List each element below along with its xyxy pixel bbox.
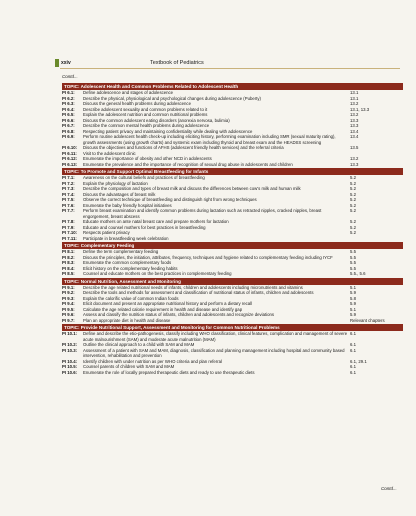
chapter-reference: 13.1, 13.3 xyxy=(350,106,370,112)
competency-description: Calculate the age related calorie requirement in health and disease and identify gap xyxy=(83,306,243,312)
chapter-reference: 5.5 xyxy=(350,254,356,260)
book-title: Textbook of Pediatrics xyxy=(150,60,204,66)
chapter-reference: 5.5., 5.6 xyxy=(350,271,366,276)
chapter-reference: 5.2 xyxy=(350,219,356,224)
chapter-reference: 5.2 xyxy=(350,224,356,230)
competency-description: Perform routine adolescent health check-up including eliciting history, performing examination including SMR (sexual maturity rating), growth assessments (using growth charts) and systemic exam including thyroid and breast exam and the HEADSS screening xyxy=(83,134,336,145)
competency-description: Assessment of a patient with SAM and MAM, diagnosis, classification and planning management including hospital and community based intervention, rehabilitation and prevention xyxy=(83,347,345,358)
competency-description: Elicit document and present an appropriate nutritional history and perform a dietary recall xyxy=(83,301,253,306)
competency-code: PI 9.7: xyxy=(62,317,75,323)
chapter-reference: 6.1 xyxy=(350,364,356,369)
chapter-reference: 6.1 xyxy=(350,347,356,353)
competency-description: Observe the correct technique of breastfeeding and distinguish right from wrong techniques xyxy=(83,197,257,202)
header-divider xyxy=(60,68,400,69)
chapter-reference: 6.1 xyxy=(350,342,356,347)
competency-code: PI 10.1: xyxy=(62,331,78,336)
competency-code: PI 9.5: xyxy=(62,306,75,312)
competency-description: Enumerate the prevalence and the importance of recognition of sexual drug abuse in adolescents and children xyxy=(83,161,293,167)
competency-description: Enumerate the importance of obesity and other NCD in adolescents xyxy=(83,156,212,161)
competency-code: PI 6.5: xyxy=(62,112,75,117)
competency-code: PI 10.3: xyxy=(62,347,78,353)
chapter-reference: 5.1 xyxy=(350,306,356,312)
competency-description: Define adolescence and stages of adolescence xyxy=(83,90,174,95)
chapter-reference: 13.2 xyxy=(350,112,359,117)
competency-description: Plan an appropriate diet in health and disease xyxy=(83,317,171,323)
competency-code: PI 7.3: xyxy=(62,186,75,191)
competency-code: PI 7.1: xyxy=(62,175,75,180)
chapter-reference: 5.2 xyxy=(350,208,356,213)
competency-code: PI 7.9: xyxy=(62,224,75,230)
competency-code: PI 7.2: xyxy=(62,180,75,186)
table-row xyxy=(62,271,403,277)
competency-code: PI 8.5: xyxy=(62,271,75,276)
competency-code: PI 9.2: xyxy=(62,290,75,295)
chapter-reference: 6.1 xyxy=(350,369,356,375)
competency-description: Elicit history on the complementary feeding habits xyxy=(83,265,178,271)
competency-description: Enumerate the role of locally prepared therapeutic diets and ready to use therapeutic diets xyxy=(83,369,255,375)
table-row xyxy=(62,370,403,376)
competency-description: Discuss the objectives and functions of AFHS (adolescent friendly health services) and the referral criteria xyxy=(83,145,284,150)
competency-code: PI 6.9: xyxy=(62,134,75,139)
competency-description: Counsel and educate mothers on the best practices in complementary feeding xyxy=(83,271,232,276)
competency-code: PI 7.8: xyxy=(62,219,75,224)
competency-code: PI 6.4: xyxy=(62,106,75,112)
chapter-reference: 13.2 xyxy=(350,101,359,106)
continued-label-top: Contd... xyxy=(62,74,78,79)
competency-description: Discuss the common adolescent eating disorders (anorexia nervosa, bulimia) xyxy=(83,117,230,123)
competency-description: Describe the common mental health problems during adolescence xyxy=(83,123,210,128)
chapter-reference xyxy=(350,236,403,242)
competency-description: Enumerate the baby friendly hospital initiatives xyxy=(83,202,172,208)
chapter-reference: 5.2 xyxy=(350,191,356,197)
competency-code: PI 7.4: xyxy=(62,191,75,197)
topic-header: TOPIC: Complementary Feeding xyxy=(62,242,403,249)
chapter-reference: 5.9 xyxy=(350,290,356,295)
competency-code: PI 10.6: xyxy=(62,369,78,375)
chapter-reference: 5.5 xyxy=(350,249,356,254)
table-row xyxy=(62,208,403,219)
chapter-reference: 13.3 xyxy=(350,117,359,123)
chapter-reference: 13.2 xyxy=(350,156,359,161)
competency-description: Participate in breastfeeding week celebration xyxy=(83,235,169,241)
table-row xyxy=(62,236,403,242)
competency-code: PI 7.5: xyxy=(62,197,75,202)
topic-header: TOPIC: Provide Nutritional Support, Assessment and Monitoring for Common Nutritional Problems xyxy=(62,324,403,331)
competency-code: PI 7.11: xyxy=(62,235,77,241)
competency-description: Educate and counsel mothers for best practices in breastfeeding xyxy=(83,224,206,230)
competency-description: Discuss the principles, the initiation, attributes, frequency, techniques and hygiene related to complementary feeding including IYCF xyxy=(83,254,333,260)
chapter-reference: 6.1, 29.1 xyxy=(350,358,367,364)
topic-header: TOPIC: To Promote and Support Optimal Breastfeeding for Infants xyxy=(62,168,403,175)
competency-code: PI 8.2: xyxy=(62,254,75,260)
competency-code: PI 6.6: xyxy=(62,117,75,123)
competency-description: Assess and classify the nutrition status of infants, children and adolescents and recognize deviations xyxy=(83,312,275,317)
chapter-reference: 5.2 xyxy=(350,230,356,235)
competency-code: PI 6.7: xyxy=(62,123,75,128)
chapter-reference: 6.1 xyxy=(350,331,356,336)
top-margin xyxy=(0,0,416,48)
chapter-reference: 5.9 xyxy=(350,312,356,317)
competency-code: PI 6.3: xyxy=(62,101,75,106)
chapter-reference: 13.4 xyxy=(350,134,359,139)
competency-code: PI 9.1: xyxy=(62,284,75,290)
competency-description: Describe the tools and methods for assessment and classification of nutritional status of infants, children and adolescents xyxy=(83,290,314,295)
competency-description: Counsel parents of children with SAM and MAM xyxy=(83,364,175,369)
competency-code: PI 8.1: xyxy=(62,249,75,254)
competency-description: Visit to the adolescent clinic xyxy=(83,150,136,156)
competency-description: Discuss the general health problems during adolescence xyxy=(83,101,191,106)
competency-code: PI 9.3: xyxy=(62,295,75,301)
competency-description: Identify children with under nutrition as per WHO criteria and plan referral xyxy=(83,358,222,364)
table-row xyxy=(62,318,403,324)
competency-description: Discuss the advantages of breast milk xyxy=(83,191,156,197)
competency-code: PI 8.3: xyxy=(62,260,75,265)
table-row xyxy=(62,162,403,168)
chapter-reference: 5.9 xyxy=(350,301,356,306)
chapter-reference: 5.8 xyxy=(350,295,356,301)
competency-code: PI 7.10: xyxy=(62,230,78,235)
page-number: xxiv xyxy=(61,60,71,66)
table-row xyxy=(62,348,403,359)
competency-description: Outline the clinical approach to a child with SAM and MAM xyxy=(83,342,195,347)
competency-description: Perform breast examination and identify common problems during lactation such as retracted nipples, cracked nipples, breast engorgement, breast abscess xyxy=(83,208,322,219)
competency-description: Define and describe the etio-pathogenesis, classify including WHO classification, clinical features, complication and management of severe acute malnourishment (SAM) and moderate acute malnutrition (MAM) xyxy=(83,331,348,342)
competency-code: PI 6.12: xyxy=(62,156,78,161)
chapter-reference: 5.5 xyxy=(350,265,356,271)
competency-description: Define the term complementary feeding xyxy=(83,249,159,254)
competency-code: PI 6.13: xyxy=(62,161,78,167)
chapter-reference: 5.2 xyxy=(350,202,356,208)
competency-code: PI 8.4: xyxy=(62,265,75,271)
competency-code: PI 7.7: xyxy=(62,208,75,213)
competency-description: Explain the calorific value of common Indian foods xyxy=(83,295,179,301)
competency-description: Educate mothers on ante natal breast care and prepare mothers for lactation xyxy=(83,219,229,224)
competency-code: PI 9.6: xyxy=(62,312,75,317)
continued-label-bottom: Contd... xyxy=(381,486,397,491)
competency-code: PI 6.11: xyxy=(62,150,77,156)
competency-code: PI 6.2: xyxy=(62,95,75,101)
competency-code: PI 10.4: xyxy=(62,358,78,364)
competency-code: PI 10.5: xyxy=(62,364,78,369)
chapter-reference: 13.3 xyxy=(350,123,359,128)
topic-header: TOPIC: Adolescent Health and Common Problems Related to Adolescent Health xyxy=(62,83,403,90)
chapter-reference: 13.3 xyxy=(350,161,359,167)
competency-code: PI 6.8: xyxy=(62,128,75,134)
table-row xyxy=(62,331,403,342)
competency-description: Explain the adolescent nutrition and common nutritional problems xyxy=(83,112,208,117)
competency-description: Explain the physiology of lactation xyxy=(83,180,148,186)
chapter-reference: 5.1 xyxy=(350,284,356,290)
competency-code: PI 10.2: xyxy=(62,342,78,347)
chapter-reference: 13.1 xyxy=(350,95,359,101)
competency-table xyxy=(62,82,403,375)
table-row xyxy=(62,134,403,145)
topic-header: TOPIC: Normal Nutrition, Assessment and Monitoring xyxy=(62,278,403,285)
competency-code: PI 6.10: xyxy=(62,145,78,150)
chapter-reference: Relevant chapters xyxy=(350,317,385,323)
competency-description: Describe the physical, physiological and psychological changes during adolescence (Puberty) xyxy=(83,95,261,101)
competency-description: Describe the age related nutritional needs of infants, children and adolescents including micronutrients and vitamins xyxy=(83,284,303,290)
chapter-reference: 5.5 xyxy=(350,260,356,265)
chapter-reference: 5.2 xyxy=(350,175,356,180)
competency-code: PI 9.4: xyxy=(62,301,75,306)
competency-description: Respecting patient privacy and maintaining confidentiality while dealing with adolescence xyxy=(83,128,253,134)
page-tab-marker xyxy=(55,59,59,67)
chapter-reference: 5.2 xyxy=(350,197,356,202)
chapter-reference: 13.4 xyxy=(350,128,359,134)
chapter-reference: 5.2 xyxy=(350,180,356,186)
chapter-reference: 5.2 xyxy=(350,186,356,191)
competency-description: Enumerate the common complementary foods xyxy=(83,260,172,265)
competency-description: Describe adolescent sexuality and common problems related to it xyxy=(83,106,208,112)
chapter-reference: 13.5 xyxy=(350,145,359,150)
competency-description: Respects patient privacy xyxy=(83,230,130,235)
competency-description: Awareness on the cultural beliefs and practices of breastfeeding xyxy=(83,175,205,180)
competency-code: PI 6.1: xyxy=(62,90,75,95)
chapter-reference: 13.1 xyxy=(350,90,359,95)
competency-description: Describe the composition and types of breast milk and discuss the differences between cow's milk and human milk xyxy=(83,186,301,191)
competency-code: PI 7.6: xyxy=(62,202,75,208)
